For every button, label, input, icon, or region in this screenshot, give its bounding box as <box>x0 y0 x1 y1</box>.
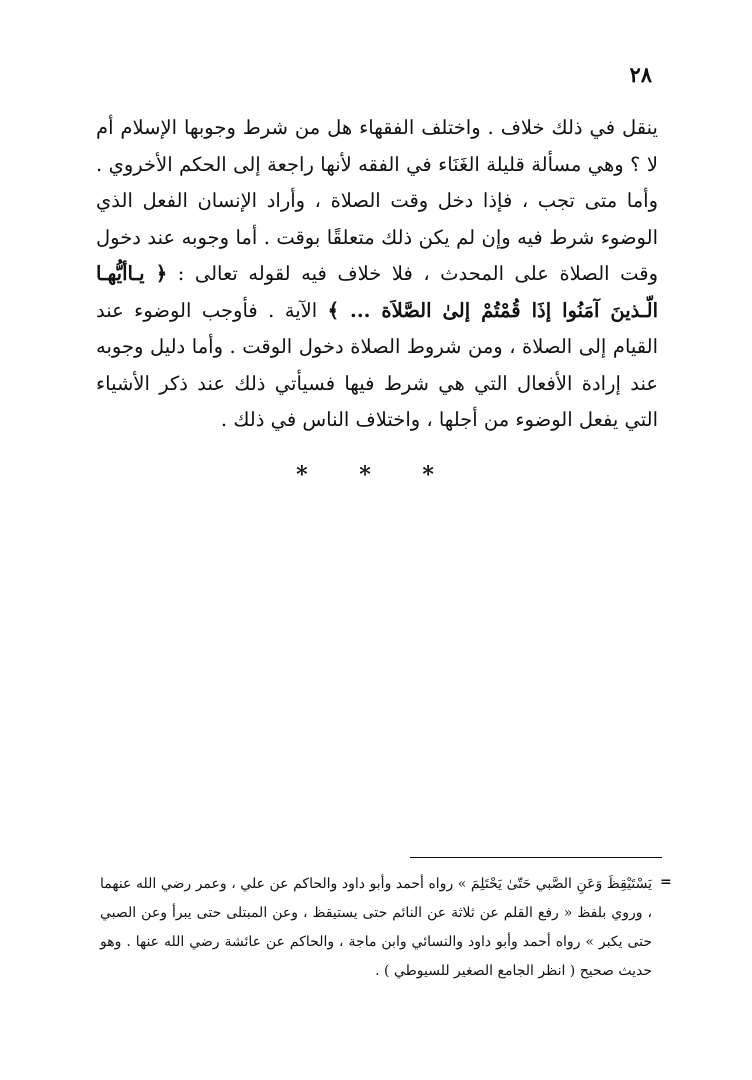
section-separator: * * * <box>296 462 456 488</box>
footnote-continuation-marker: = <box>660 874 672 890</box>
main-paragraph <box>96 110 658 439</box>
paragraph-text-before-verse: ينقل في ذلك خلاف . واختلف الفقهاء هل من شرط وجوبها الإسلام أم لا ؟ وهي مسألة قليلة الغَنَاء في الفقه لأنها راجعة إلى الحكم الأخروي . وأما متى تجب ، فإذا دخل وقت الصلاة ، وأراد الإنسان الفعل الذي الوضوء شرط فيه وإن لم يكن ذلك متعلقًا بوقت . أما وجوبه عند دخول وقت الصلاة على المحدث ، فلا خلاف فيه لقوله تعالى : <box>96 116 658 285</box>
footnote-text: يَسْتَيْقِظَ وَعَنِ الصَّبي حَتّىٰ يَحْتَلِمَ » رواه أحمد وأبو داود والحاكم عن علي ، وعمر رضي الله عنهما ، وروي بلفظ « رفع القلم عن ثلاثة عن النائم حتى يستيقظ ، وعن المبتلى حتى يبرأ وعن الصبي حتى يكبر » رواه أحمد وأبو داود والنسائي وابن ماجة ، والحاكم عن عائشة رضي الله عنها . وهو حديث صحيح ( انظر الجامع الصغير للسيوطي ) . <box>100 876 652 979</box>
footnote-divider <box>410 857 662 858</box>
footnote <box>100 870 652 986</box>
quran-verse: ﴿ يـاأيُّهـا الّـذينَ آمَنُوا إذَا قُمْتُمْ إلىٰ الصَّلاَة ... ﴾ <box>96 262 658 322</box>
page-number: ٢٨ <box>629 62 652 87</box>
paragraph-text-after-verse: الآية . فأوجب الوضوء عند القيام إلى الصلاة ، ومن شروط الصلاة دخول الوقت . وأما دليل وجوبه عند إرادة الأفعال التي هي شرط فيها فسيأتي ذلك عند ذكر الأشياء التي يفعل الوضوء من أجلها ، واختلاف الناس في ذلك . <box>96 298 658 431</box>
